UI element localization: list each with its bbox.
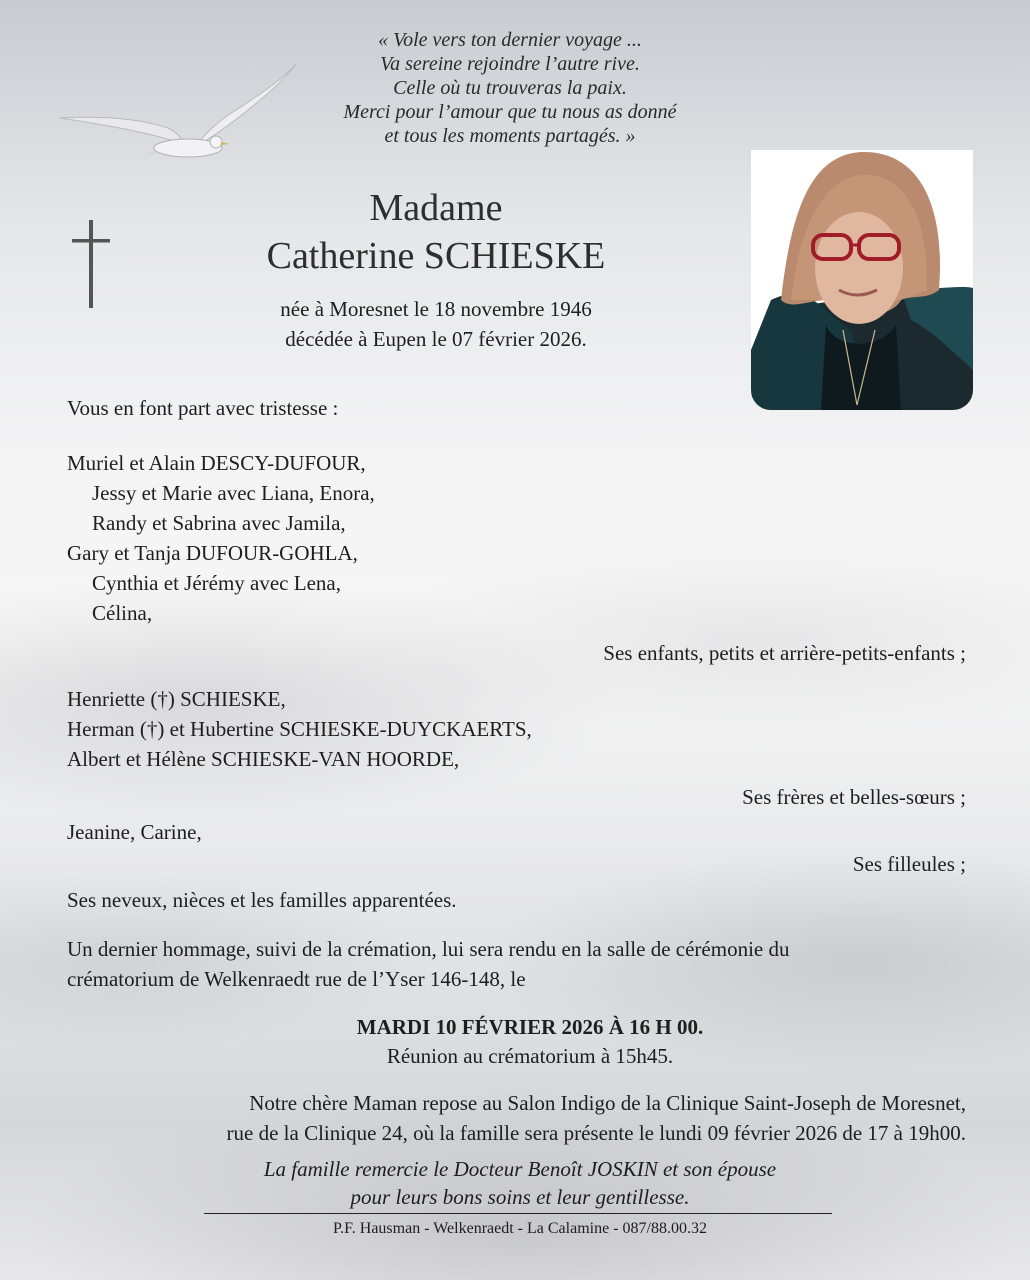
godchildren-line: Jeanine, Carine, xyxy=(67,820,202,844)
thanks-line: pour leurs bons soins et leur gentillesse. xyxy=(350,1185,690,1209)
death-line: décédée à Eupen le 07 février 2026. xyxy=(285,327,587,351)
ceremony-line: crématorium de Welkenraedt rue de l’Yser 146-148, le xyxy=(67,967,526,991)
poem-line: Celle où tu trouveras la paix. xyxy=(393,77,627,99)
poem-line: et tous les moments partagés. » xyxy=(384,125,636,147)
poem xyxy=(260,28,760,148)
meeting-time: Réunion au crématorium à 15h45. xyxy=(386,1044,674,1068)
ceremony-date: MARDI 10 FÉVRIER 2026 À 16 H 00. xyxy=(356,1015,704,1039)
family-line: Albert et Hélène SCHIESKE-VAN HOORDE, xyxy=(67,747,460,771)
poem-line: Va sereine rejoindre l’autre rive. xyxy=(380,53,640,75)
godchildren-label: Ses filleules ; xyxy=(852,852,966,876)
poem-line: « Vole vers ton dernier voyage ... xyxy=(378,29,642,51)
intro-text: Vous en font part avec tristesse : xyxy=(67,396,339,420)
family-line: Herman (†) et Hubertine SCHIESKE-DUYCKAERTS, xyxy=(67,717,532,741)
ceremony-text xyxy=(67,934,789,994)
title: Madame xyxy=(369,187,503,229)
viewing-line: Notre chère Maman repose au Salon Indigo de la Clinique Saint-Joseph de Moresnet, xyxy=(249,1091,966,1115)
family-line: Randy et Sabrina avec Jamila, xyxy=(92,511,346,535)
children-label: Ses enfants, petits et arrière-petits-enfants ; xyxy=(603,641,966,665)
portrait-photo xyxy=(751,150,973,410)
poem-line: Merci pour l’amour que tu nous as donné xyxy=(343,101,677,123)
family-line: Henriette (†) SCHIESKE, xyxy=(67,687,286,711)
life-dates xyxy=(186,294,686,354)
viewing-text xyxy=(40,1088,966,1148)
family-line: Gary et Tanja DUFOUR-GOHLA, xyxy=(67,541,358,565)
divider xyxy=(204,1213,832,1214)
birth-line: née à Moresnet le 18 novembre 1946 xyxy=(280,297,592,321)
thanks-text xyxy=(170,1155,870,1211)
extended-family: Ses neveux, nièces et les familles apparentées. xyxy=(67,888,457,912)
family-line: Muriel et Alain DESCY-DUFOUR, xyxy=(67,451,366,475)
family-line: Jessy et Marie avec Liana, Enora, xyxy=(92,481,375,505)
ceremony-line: Un dernier hommage, suivi de la crémation, lui sera rendu en la salle de cérémonie du xyxy=(67,937,790,961)
seagull-image xyxy=(58,58,308,168)
cross-icon xyxy=(70,220,114,310)
siblings-label: Ses frères et belles-sœurs ; xyxy=(742,785,966,809)
deceased-name: Catherine SCHIESKE xyxy=(266,235,606,277)
siblings-list xyxy=(67,684,532,774)
family-line: Célina, xyxy=(92,601,153,625)
family-line: Cynthia et Jérémy avec Lena, xyxy=(92,571,341,595)
children-list xyxy=(67,448,375,628)
viewing-line: rue de la Clinique 24, où la famille sera présente le lundi 09 février 2026 de 17 à 19h00. xyxy=(226,1121,966,1145)
funeral-home-footer: P.F. Hausman - Welkenraedt - La Calamine - 087/88.00.32 xyxy=(333,1220,707,1237)
thanks-line: La famille remercie le Docteur Benoît JOSKIN et son épouse xyxy=(263,1157,777,1181)
